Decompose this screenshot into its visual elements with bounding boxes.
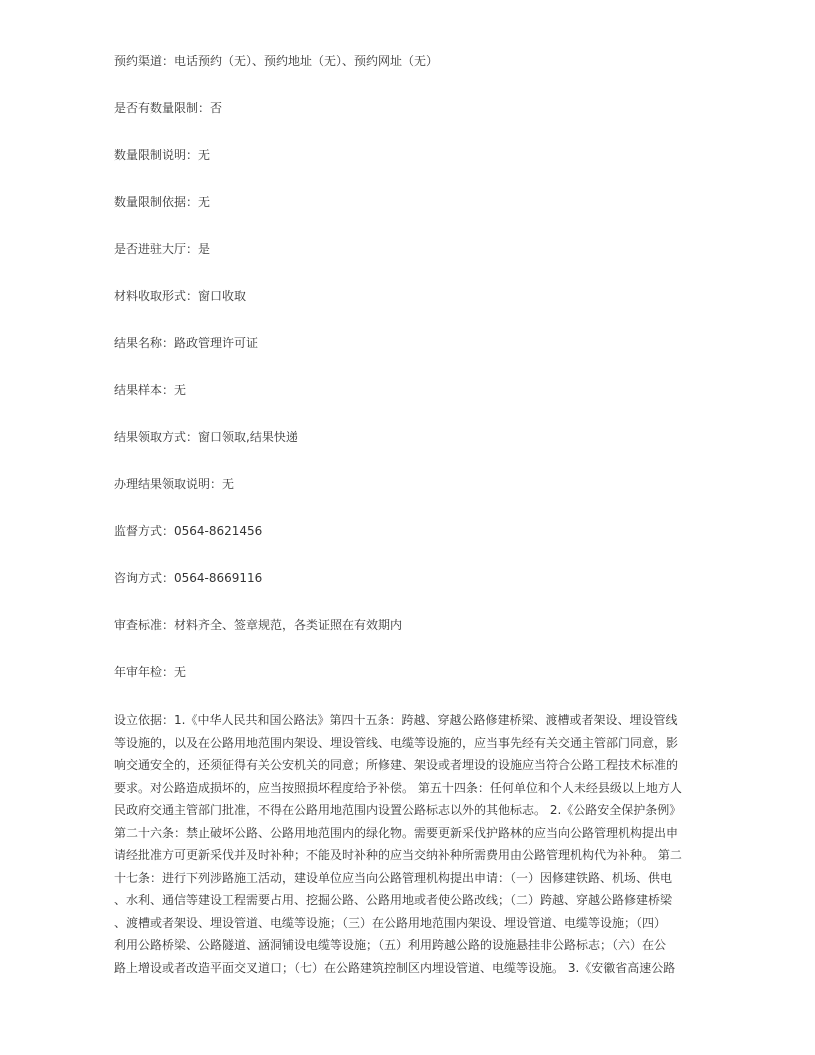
- field-result-name: 结果名称：路政管理许可证: [114, 336, 259, 350]
- field-quantity-limit: 是否有数量限制：否: [114, 101, 223, 115]
- field-quantity-limit-basis: 数量限制依据：无: [114, 195, 211, 209]
- legal-basis-line: 第二十六条：禁止破坏公路、公路用地范围内的绿化物。需要更新采伐护路林的应当向公路管理机构提出申: [114, 825, 679, 840]
- legal-basis-line: 路上增设或者改造平面交叉道口；（七）在公路建筑控制区内埋设管道、电缆等设施。 3.《安徽省高速公路: [114, 960, 676, 975]
- field-annual-inspection: 年审年检：无: [114, 665, 187, 679]
- legal-basis-line: 利用公路桥梁、公路隧道、涵洞铺设电缆等设施；（五）利用跨越公路的设施悬挂非公路标志；（六）在公: [114, 938, 667, 952]
- field-consultation-phone: 咨询方式：0564-8669116: [114, 571, 263, 585]
- field-supervision-phone: 监督方式：0564-8621456: [114, 524, 263, 538]
- field-service-hall: 是否进驻大厅：是: [114, 242, 211, 256]
- legal-basis-line: 、渡槽或者架设、埋设管道、电缆等设施；（三）在公路用地范围内架设、埋设管道、电缆等设施；（四）: [114, 915, 667, 930]
- legal-basis-line: 请经批准方可更新采伐并及时补种；不能及时补种的应当交纳补种所需费用由公路管理机构代为补种。 第二: [114, 848, 682, 862]
- legal-basis-line: 十七条：进行下列涉路施工活动，建设单位应当向公路管理机构提出申请：（一）因修建铁路、机场、供电: [114, 870, 673, 885]
- field-quantity-limit-description: 数量限制说明：无: [114, 148, 211, 162]
- legal-basis-line: 、水利、通信等建设工程需要占用、挖掘公路、公路用地或者使公路改线；（二）跨越、穿越公路修建桥梁: [114, 893, 673, 907]
- legal-basis-line: 响交通安全的，还须征得有关公安机关的同意；所修建、架设或者埋设的设施应当符合公路工程技术标准的: [114, 758, 679, 772]
- legal-basis-line: 要求。对公路造成损坏的，应当按照损坏程度给予补偿。 第五十四条：任何单位和个人未经县级以上地方人: [114, 780, 682, 795]
- legal-basis-line: 设立依据：1.《中华人民共和国公路法》第四十五条：跨越、穿越公路修建桥梁、渡槽或者架设、埋设管线: [114, 713, 678, 727]
- legal-basis-paragraph: [114, 709, 686, 979]
- field-result-pickup-note: 办理结果领取说明：无: [114, 477, 235, 491]
- legal-basis-line: 民政府交通主管部门批准，不得在公路用地范围内设置公路标志以外的其他标志。 2.《公路安全保护条例》: [114, 803, 682, 817]
- field-appointment-channel: 预约渠道：电话预约（无）、预约地址（无）、预约网址（无）: [114, 54, 439, 68]
- field-result-pickup-method: 结果领取方式：窗口领取,结果快递: [114, 430, 298, 444]
- field-material-collection: 材料收取形式：窗口收取: [114, 289, 247, 303]
- field-review-standard: 审查标准：材料齐全、签章规范，各类证照在有效期内: [114, 618, 403, 632]
- legal-basis-line: 等设施的，以及在公路用地范围内架设、埋设管线、电缆等设施的，应当事先经有关交通主管部门同意，影: [114, 735, 679, 750]
- field-result-sample: 结果样本：无: [114, 383, 187, 397]
